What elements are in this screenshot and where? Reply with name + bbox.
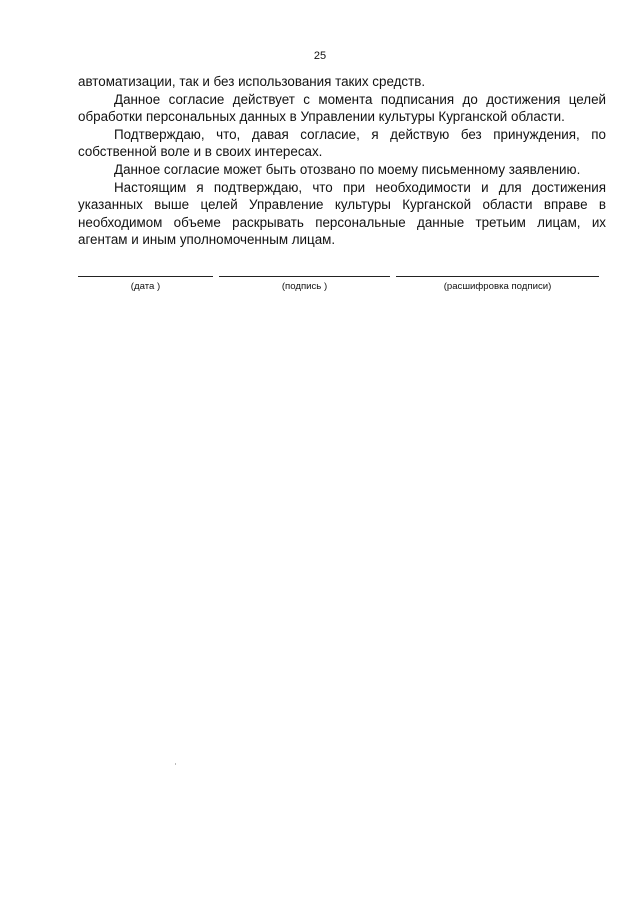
paragraph-validity: Данное согласие действует с момента подписания до достижения целей обработки персональных данных в Управлении культуры Курганской области. [78, 91, 606, 125]
signature-field [219, 276, 390, 292]
signature-block [78, 276, 606, 300]
consent-text [78, 73, 606, 249]
signature-caption: (подпись ) [281, 281, 328, 292]
paragraph-continuation: автоматизации, так и без использования таких средств. [78, 74, 426, 89]
date-caption: (дата ) [130, 281, 161, 292]
scan-artifact [175, 763, 176, 765]
decryption-caption: (расшифровка подписи) [443, 281, 552, 292]
date-line [78, 276, 213, 277]
date-field [78, 276, 213, 292]
page-number: 25 [313, 50, 327, 62]
paragraph-disclosure: Настоящим я подтверждаю, что при необходимости и для достижения указанных выше целей Управление культуры Курганской области вправе в необходимом объеме раскрывать персональные данные третьим лицам, их агентам и иным уполномоченным лицам. [78, 179, 606, 248]
signature-line [219, 276, 390, 277]
decryption-field [396, 276, 599, 292]
decryption-line [396, 276, 599, 277]
paragraph-voluntary: Подтверждаю, что, давая согласие, я действую без принуждения, по собственной воле и в своих интересах. [78, 126, 606, 160]
paragraph-revocation: Данное согласие может быть отозвано по моему письменному заявлению. [114, 161, 581, 177]
